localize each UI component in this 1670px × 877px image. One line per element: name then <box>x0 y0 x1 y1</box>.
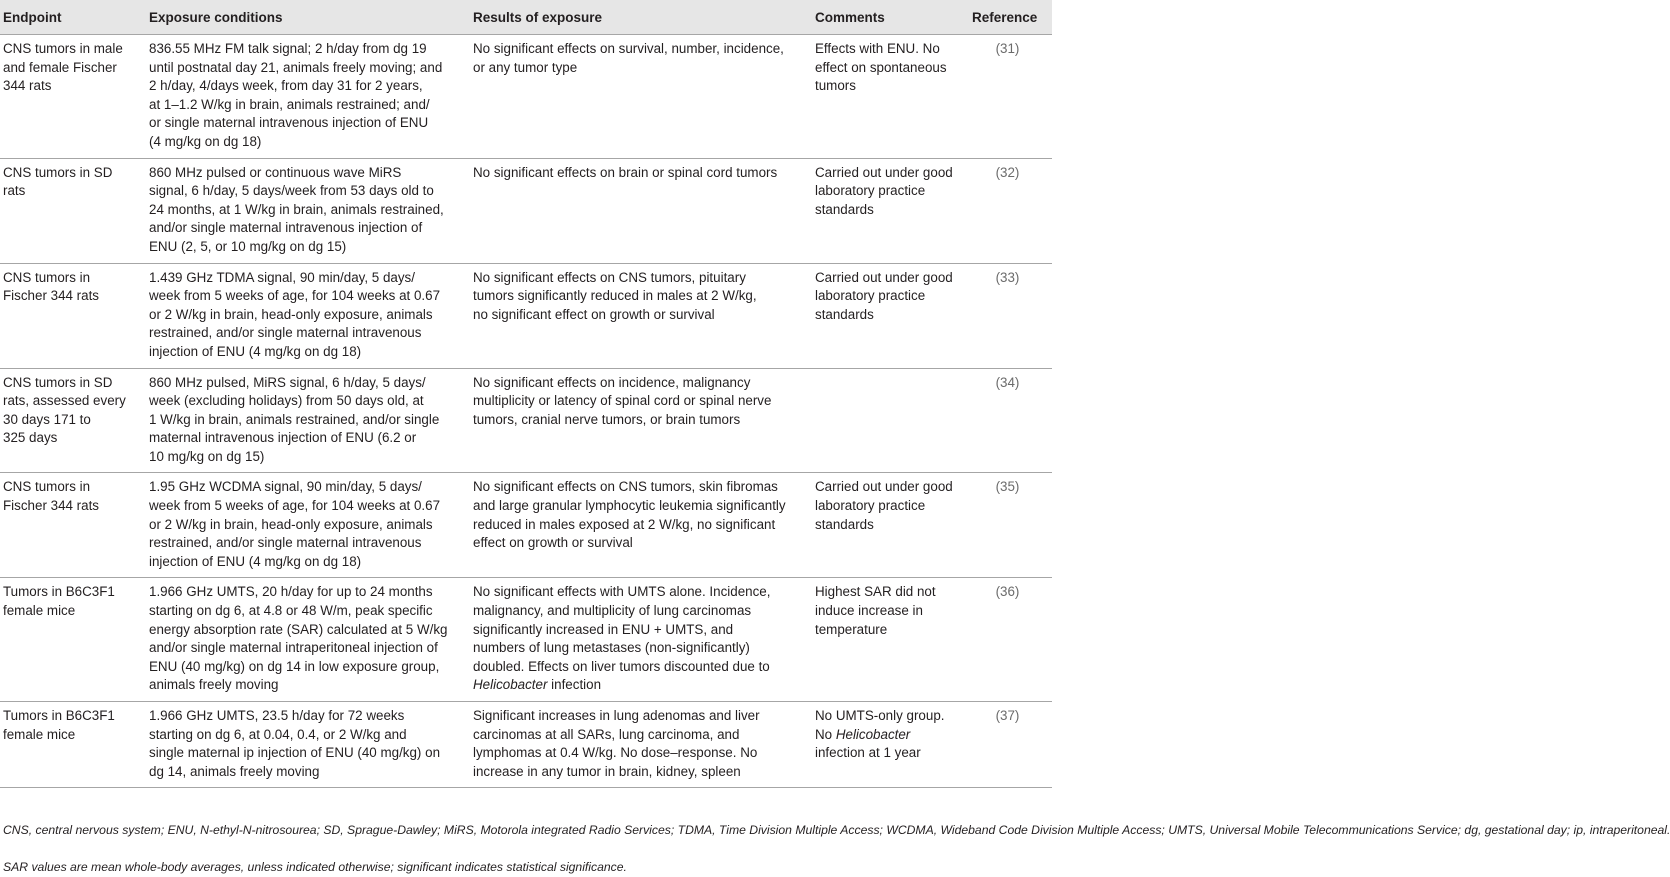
cell-comments-line: standards <box>815 201 874 217</box>
cell-comments-line: tumors <box>815 78 856 94</box>
footnote-abbreviations <box>3 821 1670 840</box>
cell-comments <box>812 368 972 473</box>
cell-exposure-conditions-line: animals freely moving <box>149 677 279 693</box>
cell-exposure-conditions-line: 860 MHz pulsed or continuous wave MiRS <box>149 164 402 180</box>
cell-exposure-conditions-line: starting on dg 6, at 4.8 or 48 W/m, peak specific <box>149 603 433 619</box>
table-row <box>0 702 1052 788</box>
cell-endpoint <box>0 263 146 368</box>
cell-exposure-conditions <box>146 368 470 473</box>
cell-results <box>470 473 812 578</box>
cell-endpoint-line: female mice <box>3 603 76 619</box>
cell-results <box>470 263 812 368</box>
footnote-line: Wideband Code Division Multiple Access; UMTS, Universal Mobile Telecommunications Service; dg, gestational day; ip, intraperitoneal. <box>940 823 1670 837</box>
cell-exposure-conditions-line: 24 months, at 1 W/kg in brain, animals restrained, <box>149 201 444 217</box>
cell-results-line: multiplicity or latency of spinal cord or spinal nerve <box>473 393 772 409</box>
cell-results <box>470 578 812 702</box>
cell-comments-line: laboratory practice <box>815 183 926 199</box>
cell-results-line: doubled. Effects on liver tumors discounted due to <box>473 658 770 674</box>
cell-results-line: No significant effects with UMTS alone. Incidence, <box>473 584 771 600</box>
cell-exposure-conditions-line: 1.966 GHz UMTS, 20 h/day for up to 24 months <box>149 584 433 600</box>
cell-comments-line: induce increase in <box>815 603 923 619</box>
cell-exposure-conditions-line: 836.55 MHz FM talk signal; 2 h/day from dg 19 <box>149 41 427 56</box>
cell-exposure-conditions-line: 1 W/kg in brain, animals restrained, and/or single <box>149 411 440 427</box>
cell-endpoint-line: and female Fischer <box>3 59 117 75</box>
cell-reference: (32) <box>972 158 1052 263</box>
cell-results-line: no significant effect on growth or survival <box>473 306 715 322</box>
cell-exposure-conditions <box>146 473 470 578</box>
cell-exposure-conditions-line: until postnatal day 21, animals freely moving; and <box>149 59 443 75</box>
cell-reference: (34) <box>972 368 1052 473</box>
cell-endpoint-line: CNS tumors in SD <box>3 374 113 390</box>
cell-results-line: significantly increased in ENU + UMTS, and <box>473 621 734 637</box>
cell-results-line: No significant effects on CNS tumors, skin fibromas <box>473 479 778 495</box>
cell-results-line: reduced in males exposed at 2 W/kg, no significant <box>473 516 776 532</box>
cell-results-line: carcinomas at all SARs, lung carcinoma, and <box>473 726 740 742</box>
cell-exposure-conditions-line: week from 5 weeks of age, for 104 weeks at 0.67 <box>149 288 441 304</box>
cell-exposure-conditions-line: ENU (2, 5, or 10 mg/kg on dg 15) <box>149 238 347 254</box>
cell-comments-line: Carried out under good <box>815 479 953 495</box>
cell-results <box>470 35 812 159</box>
cell-comments <box>812 158 972 263</box>
footnote-line: SAR values are mean whole-body averages, unless indicated otherwise; significant indicates statistical significance. <box>3 860 627 874</box>
cell-exposure-conditions-line: maternal intravenous injection of ENU (6.2 or <box>149 430 417 446</box>
cell-endpoint-line: 30 days 171 to <box>3 411 91 427</box>
cell-endpoint <box>0 158 146 263</box>
cell-endpoint-line: 325 days <box>3 430 58 446</box>
cell-comments-line: laboratory practice <box>815 288 926 304</box>
cell-endpoint-line: CNS tumors in SD <box>3 164 113 180</box>
table-body <box>0 35 1052 788</box>
footnote-sar <box>3 858 627 877</box>
cell-exposure-conditions <box>146 158 470 263</box>
cell-endpoint <box>0 368 146 473</box>
cell-comments-line: Highest SAR did not <box>815 584 936 600</box>
cell-endpoint-line: Tumors in B6C3F1 <box>3 584 115 600</box>
cell-comments-line: standards <box>815 306 874 322</box>
cell-exposure-conditions-line: single maternal ip injection of ENU (40 mg/kg) on <box>149 745 441 761</box>
table-row <box>0 263 1052 368</box>
footnote-line: CNS, central nervous system; ENU, N-ethyl-N-nitrosourea; SD, Sprague-Dawley; MiRS, Motorola integrated Radio Services; TDMA, Time Division Multiple Access; WCDMA, <box>3 823 938 837</box>
cell-comments <box>812 702 972 788</box>
cell-exposure-conditions <box>146 702 470 788</box>
cell-results-line: Significant increases in lung adenomas and liver <box>473 708 760 723</box>
table-header-row <box>0 0 1052 35</box>
cell-exposure-conditions-line: (4 mg/kg on dg 18) <box>149 133 262 149</box>
cell-results-line: tumors, cranial nerve tumors, or brain tumors <box>473 411 741 427</box>
cell-exposure-conditions-line: injection of ENU (4 mg/kg on dg 18) <box>149 343 362 359</box>
cell-reference: (35) <box>972 473 1052 578</box>
table-row <box>0 158 1052 263</box>
cell-comments-line: standards <box>815 516 874 532</box>
cell-comments-line: effect on spontaneous <box>815 59 947 75</box>
cell-exposure-conditions-line: 1.439 GHz TDMA signal, 90 min/day, 5 days/ <box>149 269 415 285</box>
cell-comments-line: No Helicobacter <box>815 726 911 742</box>
cell-endpoint <box>0 578 146 702</box>
cell-endpoint-line: CNS tumors in <box>3 479 91 495</box>
table-row <box>0 35 1052 159</box>
header-comments: Comments <box>812 0 972 35</box>
cell-endpoint-line: CNS tumors in male <box>3 41 123 56</box>
cell-endpoint-line: rats <box>3 183 26 199</box>
cell-results-line: tumors significantly reduced in males at 2 W/kg, <box>473 288 757 304</box>
cell-reference: (31) <box>972 35 1052 159</box>
cell-exposure-conditions-line: energy absorption rate (SAR) calculated at 5 W/kg <box>149 621 448 637</box>
cell-endpoint <box>0 473 146 578</box>
header-results-of-exposure: Results of exposure <box>470 0 812 35</box>
cell-endpoint-line: rats, assessed every <box>3 393 126 409</box>
cell-comments <box>812 263 972 368</box>
cell-comments-line: infection at 1 year <box>815 745 921 761</box>
cell-results-line: and large granular lymphocytic leukemia significantly <box>473 498 786 514</box>
cell-exposure-conditions-line: week (excluding holidays) from 50 days old, at <box>149 393 424 409</box>
cell-exposure-conditions-line: restrained, and/or single maternal intravenous <box>149 325 422 341</box>
cell-exposure-conditions-line: ENU (40 mg/kg) on dg 14 in low exposure group, <box>149 658 440 674</box>
cell-reference: (33) <box>972 263 1052 368</box>
cell-comments-line: No UMTS-only group. <box>815 708 945 723</box>
cell-exposure-conditions-line: or single maternal intravenous injection of ENU <box>149 115 429 131</box>
table-row <box>0 578 1052 702</box>
cell-results-line: No significant effects on CNS tumors, pituitary <box>473 269 746 285</box>
cell-endpoint-line: Fischer 344 rats <box>3 288 100 304</box>
cell-results <box>470 702 812 788</box>
cell-results-line: effect on growth or survival <box>473 535 633 551</box>
genus-name: Helicobacter <box>473 677 548 693</box>
cell-exposure-conditions-line: dg 14, animals freely moving <box>149 763 320 779</box>
cell-endpoint <box>0 35 146 159</box>
cell-comments <box>812 578 972 702</box>
cell-exposure-conditions-line: 2 h/day, 4/days week, from day 31 for 2 years, <box>149 78 423 94</box>
cell-comments <box>812 35 972 159</box>
cell-exposure-conditions-line: injection of ENU (4 mg/kg on dg 18) <box>149 553 362 569</box>
cell-exposure-conditions <box>146 578 470 702</box>
cell-results-line: No significant effects on survival, number, incidence, <box>473 41 784 56</box>
cell-exposure-conditions-line: or 2 W/kg in brain, head-only exposure, animals <box>149 516 433 532</box>
cell-exposure-conditions-line: 10 mg/kg on dg 15) <box>149 448 265 464</box>
cell-results-line: or any tumor type <box>473 59 578 75</box>
cell-results-line: No significant effects on incidence, malignancy <box>473 374 751 390</box>
cell-endpoint-line: 344 rats <box>3 78 52 94</box>
cell-results-line: increase in any tumor in brain, kidney, spleen <box>473 763 741 779</box>
cell-results-line: malignancy, and multiplicity of lung carcinomas <box>473 603 752 619</box>
cell-comments-line: laboratory practice <box>815 498 926 514</box>
cell-results-line: No significant effects on brain or spinal cord tumors <box>473 164 778 180</box>
cell-exposure-conditions-line: or 2 W/kg in brain, head-only exposure, animals <box>149 306 433 322</box>
cell-exposure-conditions-line: restrained, and/or single maternal intravenous <box>149 535 422 551</box>
table-row <box>0 368 1052 473</box>
cell-exposure-conditions-line: starting on dg 6, at 0.04, 0.4, or 2 W/kg and <box>149 726 407 742</box>
cell-endpoint <box>0 702 146 788</box>
cell-results <box>470 368 812 473</box>
cell-endpoint-line: Tumors in B6C3F1 <box>3 708 115 723</box>
cell-reference: (36) <box>972 578 1052 702</box>
cell-comments <box>812 473 972 578</box>
header-endpoint: Endpoint <box>0 0 146 35</box>
cell-exposure-conditions <box>146 35 470 159</box>
cell-exposure-conditions <box>146 263 470 368</box>
cell-endpoint-line: Fischer 344 rats <box>3 498 100 514</box>
header-reference: Reference <box>972 0 1052 35</box>
cell-exposure-conditions-line: at 1–1.2 W/kg in brain, animals restrained; and/ <box>149 96 430 112</box>
cell-endpoint-line: female mice <box>3 726 76 742</box>
cell-reference: (37) <box>972 702 1052 788</box>
cell-comments-line: Carried out under good <box>815 164 953 180</box>
cell-exposure-conditions-line: 860 MHz pulsed, MiRS signal, 6 h/day, 5 days/ <box>149 374 426 390</box>
header-exposure-conditions: Exposure conditions <box>146 0 470 35</box>
cell-comments-line: temperature <box>815 621 888 637</box>
cell-results-line: numbers of lung metastases (non-significantly) <box>473 640 750 656</box>
cell-exposure-conditions-line: week from 5 weeks of age, for 104 weeks at 0.67 <box>149 498 441 514</box>
cell-comments-line: Effects with ENU. No <box>815 41 940 56</box>
cell-comments-line: Carried out under good <box>815 269 953 285</box>
cell-results-line: Helicobacter infection <box>473 677 602 693</box>
genus-name: Helicobacter <box>835 726 911 742</box>
cell-results <box>470 158 812 263</box>
cell-exposure-conditions-line: and/or single maternal intraperitoneal injection of <box>149 640 438 656</box>
cell-endpoint-line: CNS tumors in <box>3 269 91 285</box>
cell-exposure-conditions-line: signal, 6 h/day, 5 days/week from 53 days old to <box>149 183 434 199</box>
cell-exposure-conditions-line: 1.966 GHz UMTS, 23.5 h/day for 72 weeks <box>149 708 405 723</box>
table-row <box>0 473 1052 578</box>
cell-results-line: lymphomas at 0.4 W/kg. No dose–response. No <box>473 745 758 761</box>
cell-exposure-conditions-line: 1.95 GHz WCDMA signal, 90 min/day, 5 days/ <box>149 479 422 495</box>
cell-exposure-conditions-line: and/or single maternal intravenous injection of <box>149 220 423 236</box>
